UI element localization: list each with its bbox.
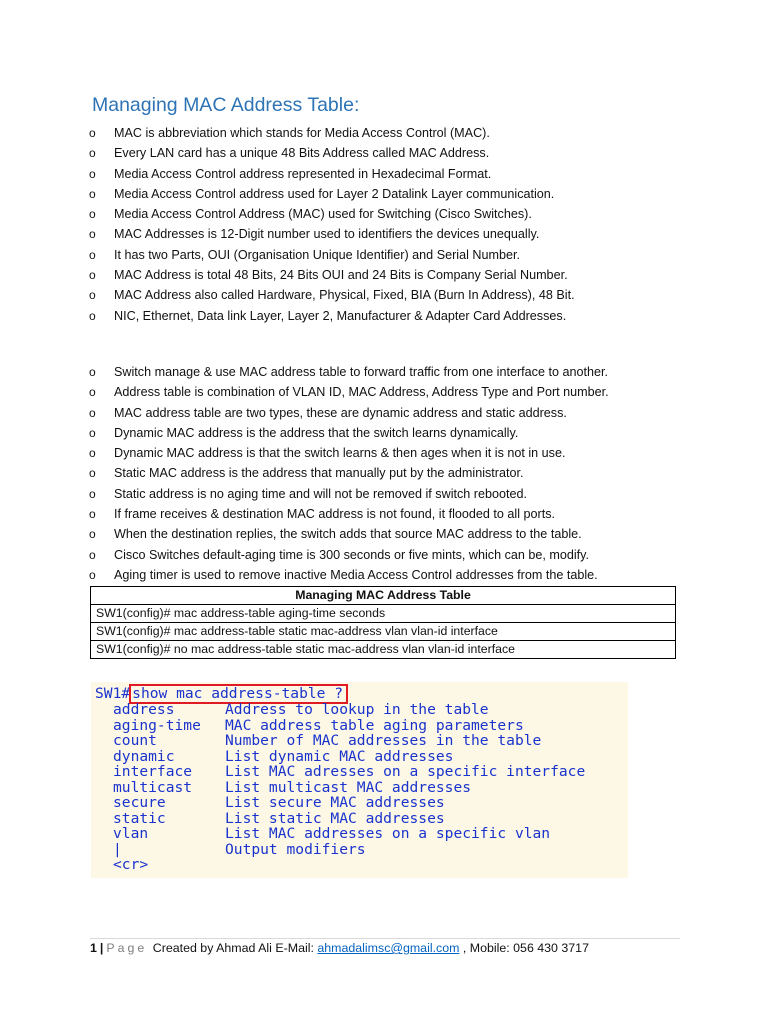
cli-option: static <box>113 809 166 827</box>
list-item-text: MAC Address is total 48 Bits, 24 Bits OUI and 24 Bits is Company Serial Number. <box>114 268 568 283</box>
list-item-text: Every LAN card has a unique 48 Bits Address called MAC Address. <box>114 146 490 161</box>
list-item-text: When the destination replies, the switch adds that source MAC address to the table. <box>114 527 582 542</box>
list-item-text: Media Access Control Address (MAC) used for Switching (Cisco Switches). <box>114 207 532 222</box>
cli-option: secure <box>113 794 166 811</box>
list-item-text: Switch manage & use MAC address table to forward traffic from one interface to another. <box>114 365 608 379</box>
cli-option: <cr> <box>113 856 149 873</box>
page-label: Page <box>106 941 148 955</box>
bullet-marker: o <box>89 507 96 522</box>
mac-facts-list <box>89 123 575 326</box>
bullet-marker: o <box>89 247 96 262</box>
switch-table-facts-list <box>89 362 609 585</box>
bullet-marker: o <box>89 446 96 461</box>
list-item <box>89 265 575 285</box>
list-item-text: MAC address table are two types, these are dynamic address and static address. <box>114 405 567 420</box>
table-row: SW1(config)# no mac address-table static mac-address vlan vlan-id interface <box>91 641 676 659</box>
cli-description: Number of MAC addresses in the table <box>225 732 542 749</box>
cli-description: List dynamic MAC addresses <box>225 747 454 765</box>
cli-prompt-line <box>95 684 348 702</box>
cli-option: | <box>113 840 122 858</box>
bullet-marker: o <box>89 288 96 303</box>
commands-table <box>90 586 676 659</box>
bullet-marker: o <box>89 567 96 582</box>
list-item-text: MAC Address also called Hardware, Physical, Fixed, BIA (Burn In Address), 48 Bit. <box>114 288 575 303</box>
email-link[interactable]: ahmadalimsc@gmail.com <box>317 941 460 955</box>
cli-prompt: SW1# <box>95 685 131 702</box>
list-item <box>89 164 575 184</box>
cli-description: List secure MAC addresses <box>225 794 445 811</box>
list-item <box>89 204 575 224</box>
list-item <box>89 143 575 163</box>
cli-output-screenshot <box>91 682 628 878</box>
cli-description: List static MAC addresses <box>225 809 445 827</box>
list-item-text: NIC, Ethernet, Data link Layer, Layer 2, Manufacturer & Adapter Card Addresses. <box>114 308 567 323</box>
bullet-marker: o <box>89 126 96 140</box>
list-item <box>89 423 609 443</box>
list-item <box>89 565 609 585</box>
list-item-text: Dynamic MAC address is the address that the switch learns dynamically. <box>114 425 519 440</box>
cli-command-highlight: show mac address-table ? <box>129 684 348 704</box>
list-item-text: If frame receives & destination MAC address is not found, it flooded to all ports. <box>114 507 556 522</box>
page-number: 1 <box>90 941 97 955</box>
bullet-marker: o <box>89 486 96 501</box>
bullet-marker: o <box>89 146 96 161</box>
cli-description: MAC address table aging parameters <box>225 716 524 734</box>
list-item <box>89 306 575 326</box>
list-item <box>89 545 609 565</box>
list-item <box>89 184 575 204</box>
page-title: Managing MAC Address Table: <box>92 94 360 116</box>
list-item <box>89 123 575 143</box>
list-item-text: Media Access Control address represented in Hexadecimal Format. <box>114 166 492 181</box>
footer-mobile: , Mobile: 056 430 3717 <box>462 941 589 955</box>
cli-option: count <box>113 732 157 749</box>
bullet-marker: o <box>89 186 96 201</box>
table-row: SW1(config)# mac address-table aging-time seconds <box>91 605 676 623</box>
list-item-text: MAC is abbreviation which stands for Media Access Control (MAC). <box>114 126 490 140</box>
cli-description: List MAC addresses on a specific vlan <box>225 825 551 842</box>
table-header: Managing MAC Address Table <box>91 587 676 605</box>
cli-description: Address to lookup in the table <box>225 701 489 718</box>
bullet-marker: o <box>89 207 96 222</box>
bullet-marker: o <box>89 268 96 283</box>
list-item <box>89 484 609 504</box>
footer-separator: | <box>99 941 104 955</box>
list-item <box>89 504 609 524</box>
cli-option: aging-time <box>113 716 201 734</box>
page-footer <box>90 941 589 955</box>
bullet-marker: o <box>89 466 96 481</box>
bullet-marker: o <box>89 527 96 542</box>
list-item-text: Media Access Control address used for Layer 2 Datalink Layer communication. <box>114 186 555 201</box>
list-item <box>89 224 575 244</box>
table-row: SW1(config)# mac address-table static mac-address vlan vlan-id interface <box>91 623 676 641</box>
bullet-marker: o <box>89 405 96 420</box>
bullet-marker: o <box>89 166 96 181</box>
bullet-marker: o <box>89 308 96 323</box>
bullet-marker: o <box>89 547 96 562</box>
bullet-marker: o <box>89 227 96 242</box>
list-item-text: Static MAC address is the address that manually put by the administrator. <box>114 466 524 481</box>
list-item <box>89 403 609 423</box>
list-item <box>89 362 609 382</box>
list-item-text: Aging timer is used to remove inactive Media Access Control addresses from the table. <box>114 567 598 582</box>
list-item <box>89 443 609 463</box>
list-item-text: Address table is combination of VLAN ID, MAC Address, Address Type and Port number. <box>114 385 609 400</box>
cli-description: List MAC adresses on a specific interface <box>225 763 586 780</box>
cli-description: Output modifiers <box>225 840 366 858</box>
list-item-text: Dynamic MAC address is that the switch learns & then ages when it is not in use. <box>114 446 566 461</box>
cli-option: address <box>113 701 175 718</box>
list-item <box>89 463 609 483</box>
list-item-text: MAC Addresses is 12-Digit number used to identifiers the devices unequally. <box>114 227 540 242</box>
list-item <box>89 245 575 265</box>
footer-author: Created by Ahmad Ali E-Mail: <box>152 941 314 955</box>
list-item <box>89 285 575 305</box>
cli-option: dynamic <box>113 747 175 765</box>
bullet-marker: o <box>89 385 96 400</box>
list-item <box>89 524 609 544</box>
list-item-text: Cisco Switches default-aging time is 300 seconds or five mints, which can be, modify. <box>114 547 590 562</box>
cli-option: vlan <box>113 825 149 842</box>
bullet-marker: o <box>89 365 96 379</box>
list-item-text: Static address is no aging time and will not be removed if switch rebooted. <box>114 486 528 501</box>
cli-description: List multicast MAC addresses <box>225 778 472 796</box>
cli-option: interface <box>113 763 193 780</box>
footer-divider <box>90 938 680 939</box>
bullet-marker: o <box>89 425 96 440</box>
cli-option: multicast <box>113 778 193 796</box>
list-item-text: It has two Parts, OUI (Organisation Unique Identifier) and Serial Number. <box>114 247 520 262</box>
list-item <box>89 382 609 402</box>
